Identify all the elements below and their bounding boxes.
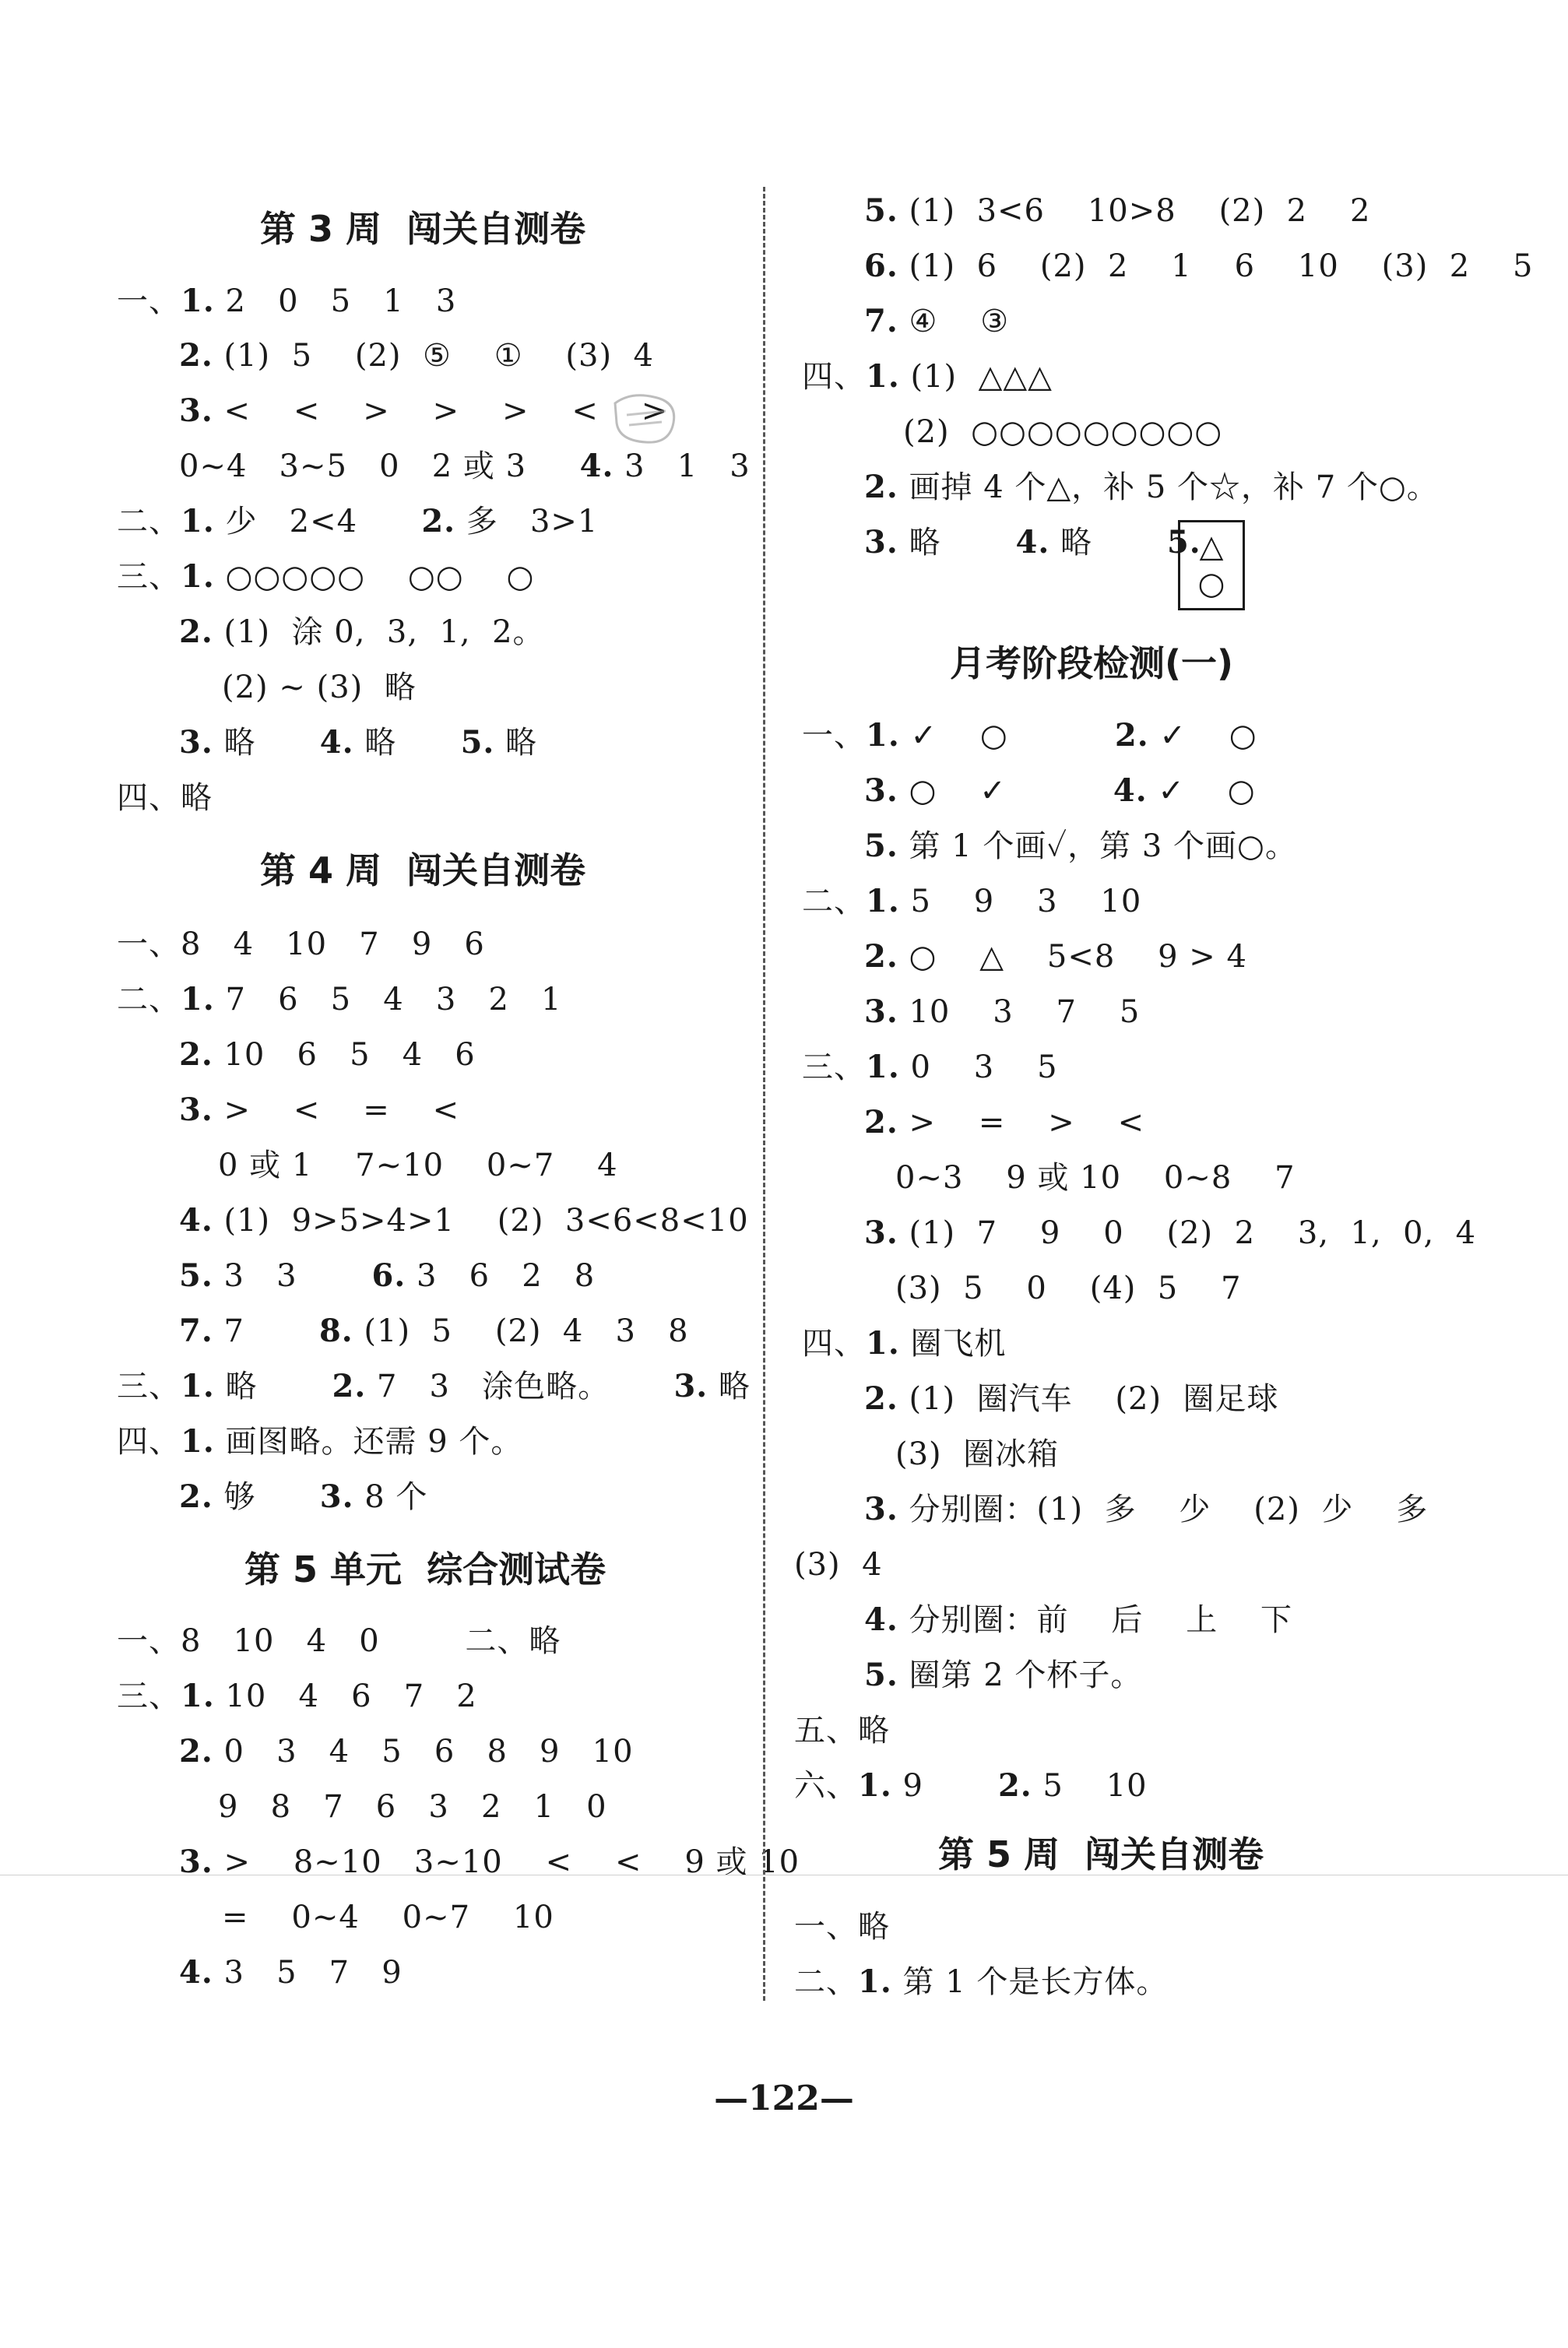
answer-line: 一、略 [794, 1909, 890, 1945]
section-title: 月考阶段检测(一) [950, 642, 1234, 684]
shape-box [1178, 520, 1245, 610]
answer-line: 3. > < = < [179, 1091, 460, 1128]
answer-line: 一、8 10 4 0 二、略 [117, 1623, 561, 1659]
answer-line: (3) 5 0 (4) 5 7 [895, 1271, 1242, 1306]
answer-line: 0~3 9 或 10 0~8 7 [895, 1160, 1296, 1196]
page-number: —122— [714, 2079, 854, 2118]
answer-line: 2. 0 3 4 5 6 8 9 10 [179, 1733, 634, 1770]
answer-line: 3. < < > > > < > [179, 392, 669, 429]
answer-line: 3. 略 4. 略 5. 略 [179, 724, 538, 761]
answer-line: (3) 4 [794, 1547, 883, 1583]
answer-line: 二、1. 少 2<4 2. 多 3>1 [117, 503, 599, 540]
answer-line: 6. (1) 6 (2) 2 1 6 10 (3) 2 5 [864, 248, 1534, 284]
answer-line: 三、1. 略 2. 7 3 涂色略。 3. 略 [117, 1368, 751, 1404]
answer-line: 2. ○ △ 5<8 9 > 4 [864, 938, 1247, 975]
answer-line: (2) ○○○○○○○○○ [903, 414, 1223, 450]
answer-line: 0 或 1 7~10 0~7 4 [218, 1148, 618, 1183]
answer-line: 一、8 4 10 7 9 6 [117, 926, 485, 962]
answer-line: 4. (1) 9>5>4>1 (2) 3<6<8<10 [179, 1202, 749, 1239]
answer-line: 3. 分别圈：(1) 多 少 (2) 少 多 [864, 1491, 1429, 1527]
answer-line: 四、略 [117, 780, 213, 816]
answer-line: 3. 略 4. 略 5. [864, 524, 1201, 561]
answer-line: 7. ④ ③ [864, 303, 1010, 339]
answer-line: (2) ~ (3) 略 [222, 670, 417, 705]
answer-line: 5. (1) 3<6 10>8 (2) 2 2 [864, 192, 1371, 229]
answer-line: 3. ○ ✓ 4. ✓ ○ [864, 772, 1256, 809]
answer-line: 2. (1) 圈汽车 (2) 圈足球 [864, 1380, 1279, 1417]
answer-line: 5. 圈第 2 个杯子。 [864, 1657, 1143, 1693]
answer-line: 3. 10 3 7 5 [864, 993, 1141, 1030]
answer-line: 2. 画掉 4 个△，补 5 个☆，补 7 个○。 [864, 469, 1439, 505]
answer-line: (3) 圈冰箱 [895, 1436, 1060, 1472]
triangle-icon: △ [1199, 529, 1224, 564]
answer-line: 5. 3 3 6. 3 6 2 8 [179, 1257, 596, 1294]
answer-line: 3. (1) 7 9 0 (2) 2 3, 1, 0, 4 [864, 1214, 1477, 1251]
answer-line: 一、1. 2 0 5 1 3 [117, 283, 457, 319]
section-title: 第 5 单元 综合测试卷 [244, 1548, 606, 1591]
answer-line: 3. > 8~10 3~10 < < 9 或 10 [179, 1844, 800, 1880]
answer-line: 4. 分别圈：前 后 上 下 [864, 1601, 1293, 1638]
answer-line: 二、1. 第 1 个是长方体。 [794, 1963, 1169, 2000]
answer-line: 0~4 3~5 0 2 或 3 4. 3 1 3 [179, 448, 751, 484]
answer-line: 五、略 [794, 1713, 890, 1749]
answer-line: 二、1. 7 6 5 4 3 2 1 [117, 981, 562, 1018]
answer-line: 三、1. 0 3 5 [802, 1049, 1058, 1085]
circle-icon: ○ [1197, 566, 1225, 602]
answer-line: 二、1. 5 9 3 10 [802, 883, 1142, 919]
answer-line: 2. 够 3. 8 个 [179, 1478, 428, 1515]
answer-line: 三、1. 10 4 6 7 2 [117, 1678, 477, 1714]
column-divider [763, 187, 765, 2001]
answer-line: 三、1. ○○○○○ ○○ ○ [117, 558, 535, 595]
answer-line: 六、1. 9 2. 5 10 [794, 1767, 1148, 1804]
section-title: 第 4 周 闯关自测卷 [260, 849, 586, 891]
answer-line: 四、1. 圈飞机 [802, 1325, 1007, 1362]
answer-line: 9 8 7 6 3 2 1 0 [218, 1789, 607, 1825]
answer-line: 2. (1) 涂 0, 3, 1, 2。 [179, 613, 545, 650]
answer-line: 2. (1) 5 (2) ⑤ ① (3) 4 [179, 337, 654, 374]
answer-line: 5. 第 1 个画✓，第 3 个画○。 [864, 828, 1297, 864]
answer-line: 2. 10 6 5 4 6 [179, 1036, 476, 1073]
section-title: 第 3 周 闯关自测卷 [260, 208, 586, 250]
answer-line: 一、1. ✓ ○ 2. ✓ ○ [802, 717, 1257, 754]
stamp-icon [607, 388, 685, 450]
answer-line: 4. 3 5 7 9 [179, 1954, 403, 1991]
answer-line: 2. > = > < [864, 1104, 1145, 1141]
answer-line: 四、1. 画图略。还需 9 个。 [117, 1423, 523, 1460]
section-title: 第 5 周 闯关自测卷 [938, 1833, 1264, 1875]
answer-line: 四、1. (1) △△△ [802, 358, 1053, 395]
answer-line: = 0~4 0~7 10 [222, 1900, 554, 1935]
answer-line: 7. 7 8. (1) 5 (2) 4 3 8 [179, 1313, 689, 1349]
